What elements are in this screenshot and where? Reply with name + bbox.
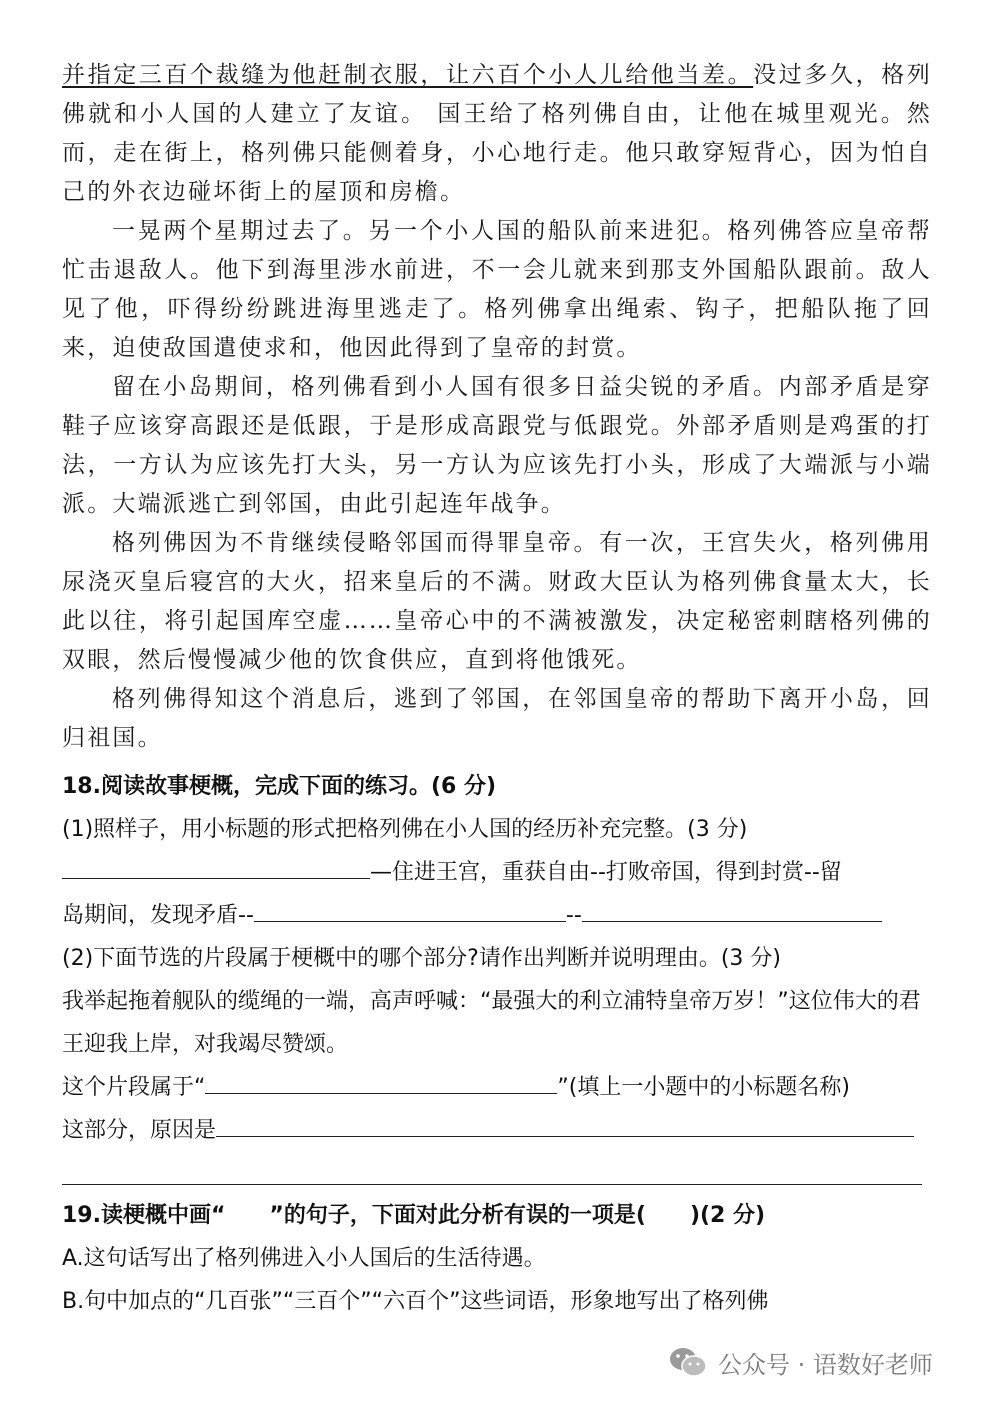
- question-18-excerpt: 我举起拖着舰队的缆绳的一端，高声呼喊：“最强大的利立浦特皇帝万岁！”这位伟大的君王迎我上岸，对我竭尽赞颂。: [62, 989, 921, 1057]
- question-18-reason-line: [62, 1109, 934, 1152]
- part1-dash: --: [565, 903, 582, 928]
- question-18-title: 18.阅读故事梗概，完成下面的练习。(6 分): [62, 774, 497, 799]
- story-paragraph-1: 一晃两个星期过去了。另一个小人国的船队前来进犯。格列佛答应皇帝帮忙击退敌人。他下到海里涉水前进，不一会儿就来到那支外国船队跟前。敌人见了他，吓得纷纷跳进海里逃走了。格列佛拿出绳索、钩子，把船队拖了回来，迫使敌国遣使求和，他因此得到了皇帝的封赏。: [62, 218, 932, 361]
- story-paragraph-2: 留在小岛期间，格列佛看到小人国有很多日益尖锐的矛盾。内部矛盾是穿鞋子应该穿高跟还是低跟，于是形成高跟党与低跟党。外部矛盾则是鸡蛋的打法，一方认为应该先打大头，另一方认为应该先打小头，形成了大端派与小端派。大端派逃亡到邻国，由此引起连年战争。: [62, 374, 932, 517]
- part1-line2-text: 岛期间，发现矛盾--: [62, 903, 254, 928]
- story-paragraph-0: [62, 56, 932, 212]
- question-18-part1-line1: [62, 851, 934, 894]
- question-18-part2-prompt: (2)下面节选的片段属于梗概中的哪个部分?请作出判断并说明理由。(3 分): [62, 946, 781, 971]
- belongs-prefix: 这个片段属于“: [62, 1075, 206, 1100]
- story-paragraph-4: 格列佛得知这个消息后，逃到了邻国，在邻国皇帝的帮助下离开小岛，回归祖国。: [62, 686, 932, 751]
- underlined-sentence: 并指定三百个裁缝为他赶制衣服，让六百个小人儿给他当差。: [62, 62, 754, 88]
- watermark: [668, 1342, 933, 1382]
- question-19-title: 19.读梗概中画“ ”的句子，下面对此分析有误的一项是( )(2 分): [62, 1203, 766, 1228]
- question-19-option-a[interactable]: A.这句话写出了格列佛进入小人国后的生活待遇。: [62, 1246, 546, 1271]
- story-synopsis: [62, 56, 932, 758]
- question-18-part1-prompt: (1)照样子，用小标题的形式把格列佛在小人国的经历补充完整。(3 分): [62, 817, 748, 842]
- question-18-belongs-line: [62, 1066, 934, 1109]
- story-paragraph-0-rest: 没过多久，格列佛就和小人国的人建立了友谊。 国王给了格列佛自由，让他在城里观光。然而，走在街上，格列佛只能侧着身，小心地行走。他只敢穿短背心，因为怕自己的外衣边碰坏街上的屋顶和房檐。: [62, 62, 933, 205]
- answer-blank-reason[interactable]: [216, 1112, 914, 1137]
- belongs-suffix: ”(填上一小题中的小标题名称): [557, 1075, 850, 1100]
- watermark-text: 公众号 · 语数好老师: [718, 1350, 933, 1379]
- answer-blank-reason-continued[interactable]: [62, 1184, 922, 1185]
- story-paragraph-3: 格列佛因为不肯继续侵略邻国而得罪皇帝。有一次，王宫失火，格列佛用尿浇灭皇后寝宫的大火，招来皇后的不满。财政大臣认为格列佛食量太大，长此以往，将引起国库空虚……皇帝心中的不满被激发，决定秘密刺瞎格列佛的双眼，然后慢慢减少他的饮食供应，直到将他饿死。: [62, 530, 932, 673]
- reason-prefix: 这部分，原因是: [62, 1118, 217, 1143]
- answer-blank-2[interactable]: [254, 897, 566, 922]
- answer-blank-3[interactable]: [582, 897, 882, 922]
- question-19-option-b[interactable]: B.句中加点的“几百张”“三百个”“六百个”这些词语，形象地写出了格列佛: [62, 1289, 769, 1314]
- wechat-icon: [668, 1345, 708, 1379]
- answer-blank-subtitle[interactable]: [205, 1069, 557, 1094]
- answer-blank-1[interactable]: [62, 854, 370, 879]
- question-18-part1-line2: [62, 894, 934, 937]
- part1-line1-text: —住进王宫，重获自由--打败帝国，得到封赏--留: [370, 860, 842, 885]
